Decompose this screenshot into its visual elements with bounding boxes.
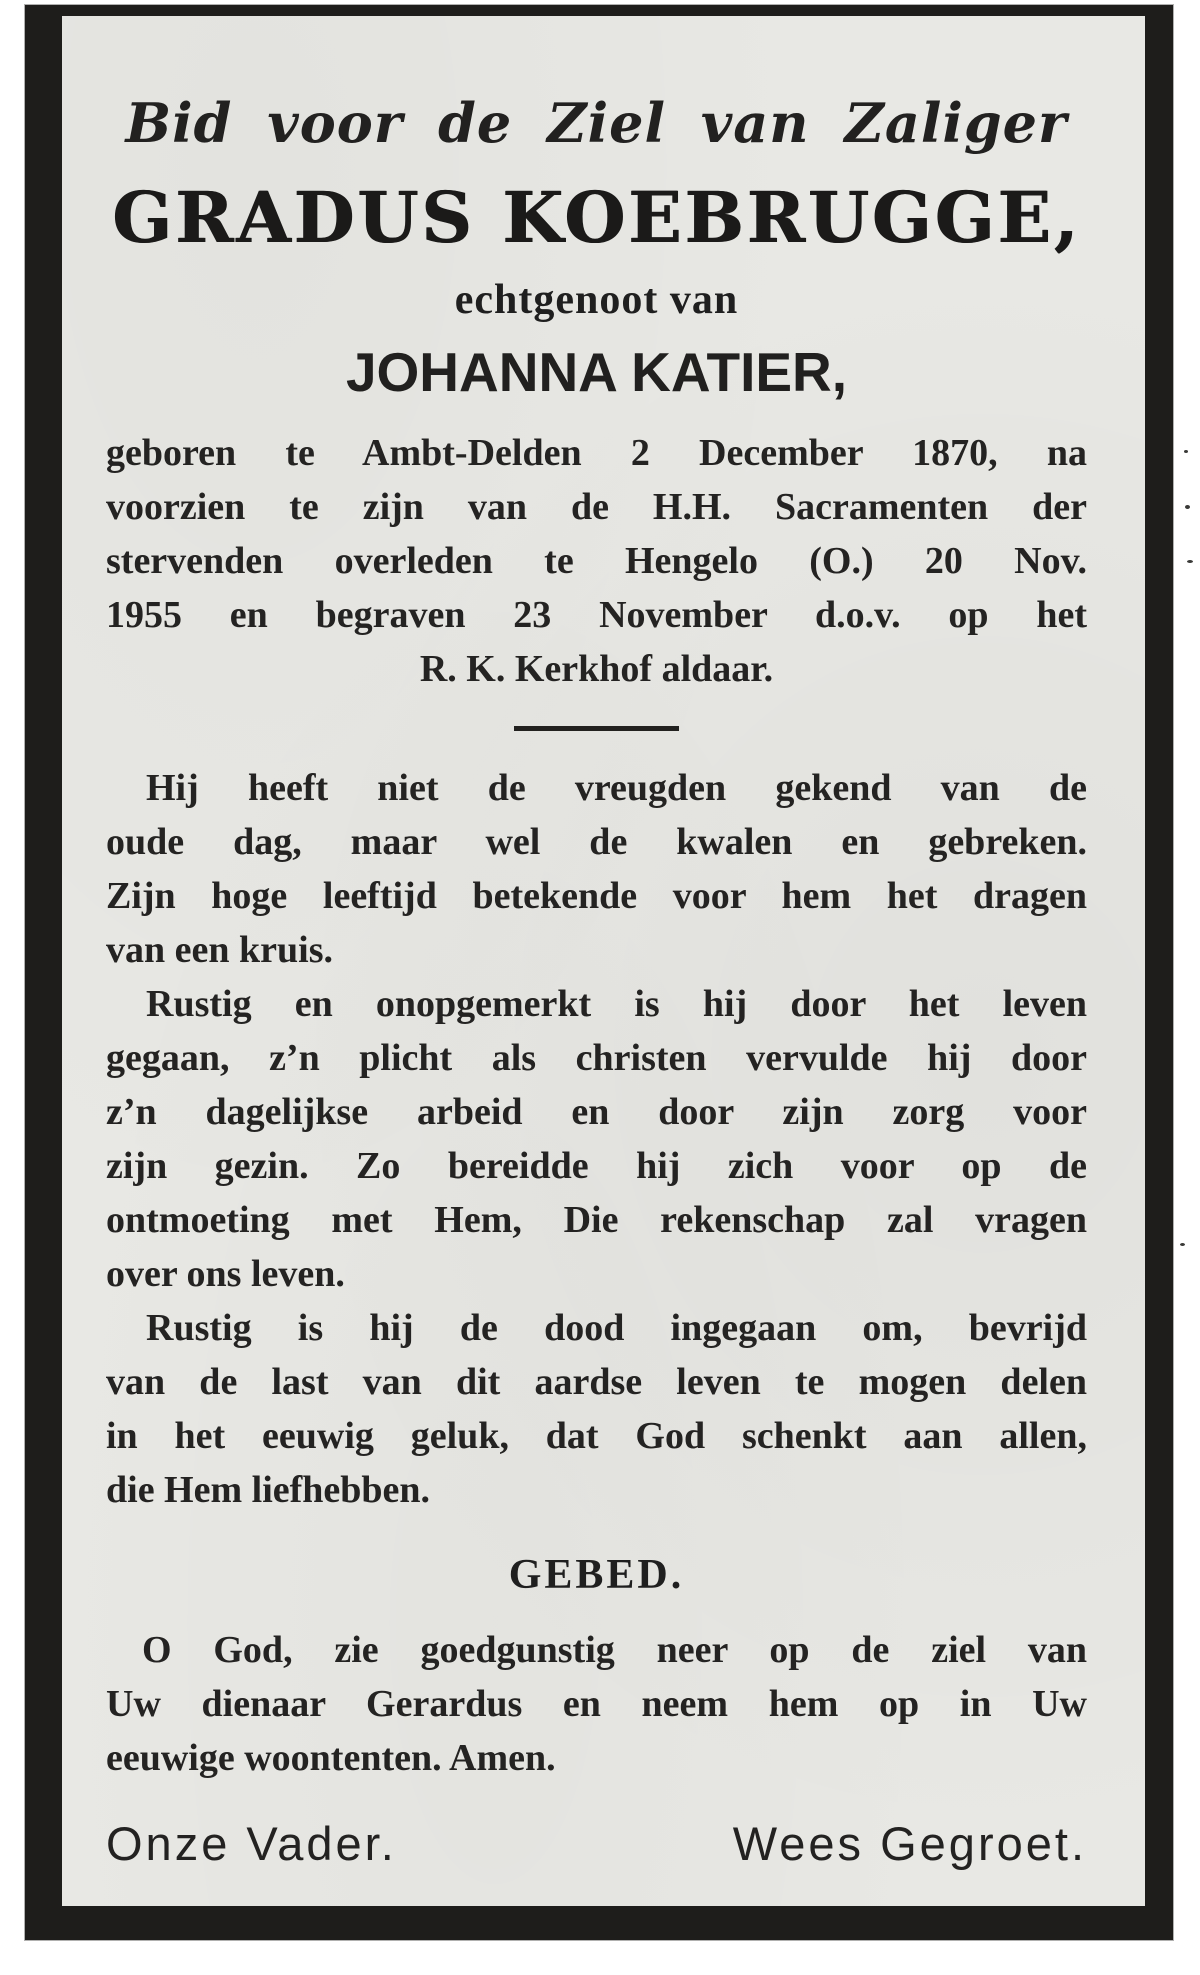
scan-speck [1185,505,1190,509]
text-line: geboren te Ambt-Delden 2 December 1870, na [106,432,1087,474]
text-line: oude dag, maar wel de kwalen en gebreken. [106,821,1087,863]
body-paragraph-2 [106,977,1087,1301]
memorial-card [25,5,1173,1940]
spouse-name: JOHANNA KATIER, [345,341,848,403]
relation-label: echtgenoot van [454,277,739,323]
text-line: Rustig en onopgemerkt is hij door het leven [146,983,1087,1025]
divider-rule [514,726,679,731]
scan-speck [1180,1243,1185,1246]
text-line: R. K. Kerkhof aldaar. [419,648,774,690]
text-line: 1955 en begraven 23 November d.o.v. op het [106,594,1087,636]
text-line: in het eeuwig geluk, dat God schenkt aan allen, [106,1415,1087,1457]
intro-line: Bid voor de Ziel van Zaliger [125,91,1068,155]
vitals-paragraph [106,426,1087,696]
footer-prayer-left: Onze Vader. [106,1817,397,1870]
text-line: Uw dienaar Gerardus en neem hem op in Uw [106,1683,1087,1725]
footer-prayers [106,1815,1087,1873]
deceased-name: GRADUS KOEBRUGGE, [112,176,1081,259]
text-line: van de last van dit aardse leven te mogen delen [106,1361,1087,1403]
text-line: voorzien te zijn van de H.H. Sacramenten der [106,486,1087,528]
prayer-paragraph [106,1623,1087,1785]
card-content [62,16,1145,1906]
text-line: die Hem liefhebben. [106,1469,431,1511]
text-line: van een kruis. [106,929,333,971]
body-paragraph-3 [106,1301,1087,1517]
text-line: ontmoeting met Hem, Die rekenschap zal vragen [106,1199,1087,1241]
text-line: z’n dagelijkse arbeid en door zijn zorg voor [106,1091,1087,1133]
scan-speck [1187,560,1193,563]
prayer-heading: GEBED. [508,1552,685,1598]
text-line: Hij heeft niet de vreugden gekend van de [146,767,1087,809]
scan-speck [1184,450,1188,453]
text-line: O God, zie goedgunstig neer op de ziel van [142,1629,1087,1671]
body-paragraph-1 [106,761,1087,977]
footer-prayer-right: Wees Gegroet. [732,1817,1087,1870]
text-line: eeuwige woontenten. Amen. [106,1737,556,1779]
text-line: over ons leven. [106,1253,345,1295]
text-line: Rustig is hij de dood ingegaan om, bevrijd [146,1307,1087,1349]
text-line: stervenden overleden te Hengelo (O.) 20 Nov. [106,540,1087,582]
text-line: zijn gezin. Zo bereidde hij zich voor op de [106,1145,1087,1187]
text-line: gegaan, z’n plicht als christen vervulde hij door [106,1037,1087,1079]
text-line: Zijn hoge leeftijd betekende voor hem het dragen [106,875,1087,917]
